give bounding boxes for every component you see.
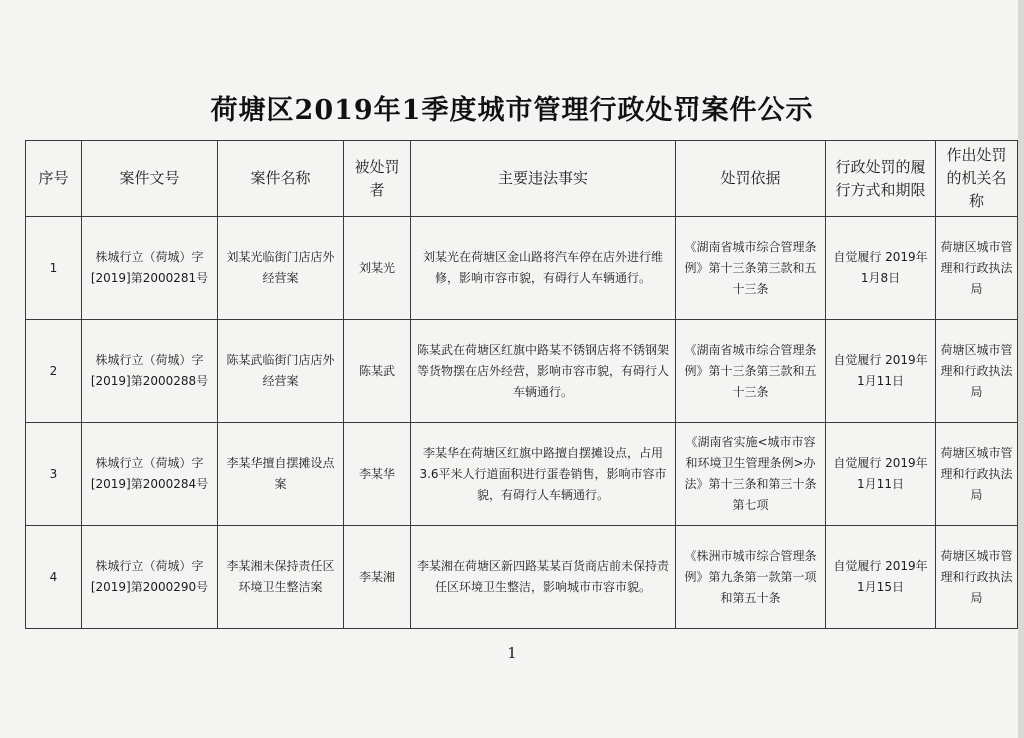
cell-method: 自觉履行 2019年1月15日 xyxy=(826,526,936,629)
cell-method: 自觉履行 2019年1月11日 xyxy=(826,423,936,526)
header-basis: 处罚依据 xyxy=(676,141,826,217)
page-number: 1 xyxy=(507,644,517,662)
cell-party: 李某湘 xyxy=(344,526,411,629)
header-seq: 序号 xyxy=(26,141,82,217)
cell-facts: 李某湘在荷塘区新四路某某百货商店前未保持责任区环境卫生整洁，影响城市市容市貌。 xyxy=(411,526,676,629)
cell-authority: 荷塘区城市管理和行政执法局 xyxy=(936,217,1018,320)
header-party: 被处罚者 xyxy=(344,141,411,217)
header-row xyxy=(26,141,1018,217)
cell-basis: 《湖南省实施<城市市容和环境卫生管理条例>办法》第十三条和第三十条第七项 xyxy=(676,423,826,526)
cell-seq: 3 xyxy=(26,423,82,526)
cell-authority: 荷塘区城市管理和行政执法局 xyxy=(936,526,1018,629)
cell-authority: 荷塘区城市管理和行政执法局 xyxy=(936,320,1018,423)
document-title: 荷塘区2019年1季度城市管理行政处罚案件公示 xyxy=(210,95,814,126)
cell-party: 李某华 xyxy=(344,423,411,526)
cell-doc-no: 株城行立（荷城）字[2019]第2000288号 xyxy=(82,320,218,423)
cell-seq: 2 xyxy=(26,320,82,423)
cell-doc-no: 株城行立（荷城）字[2019]第2000284号 xyxy=(82,423,218,526)
cell-basis: 《株洲市城市综合管理条例》第九条第一款第一项和第五十条 xyxy=(676,526,826,629)
cell-seq: 4 xyxy=(26,526,82,629)
cell-doc-no: 株城行立（荷城）字[2019]第2000290号 xyxy=(82,526,218,629)
cell-case-name: 李某华擅自摆摊设点案 xyxy=(218,423,344,526)
cell-case-name: 李某湘未保持责任区环境卫生整洁案 xyxy=(218,526,344,629)
table-row xyxy=(26,320,1018,423)
table-body xyxy=(26,217,1018,629)
header-case-name: 案件名称 xyxy=(218,141,344,217)
cell-basis: 《湖南省城市综合管理条例》第十三条第三款和五十三条 xyxy=(676,320,826,423)
cell-facts: 刘某光在荷塘区金山路将汽车停在店外进行维修，影响市容市貌，有碍行人车辆通行。 xyxy=(411,217,676,320)
penalty-table xyxy=(25,140,1018,629)
cell-doc-no: 株城行立（荷城）字[2019]第2000281号 xyxy=(82,217,218,320)
cell-case-name: 陈某武临街门店店外经营案 xyxy=(218,320,344,423)
header-method: 行政处罚的履行方式和期限 xyxy=(826,141,936,217)
cell-party: 刘某光 xyxy=(344,217,411,320)
cell-case-name: 刘某光临街门店店外经营案 xyxy=(218,217,344,320)
cell-seq: 1 xyxy=(26,217,82,320)
header-doc-no: 案件文号 xyxy=(82,141,218,217)
cell-facts: 李某华在荷塘区红旗中路擅自摆摊设点，占用3.6平米人行道面积进行蛋卷销售，影响市容市貌，有碍行人车辆通行。 xyxy=(411,423,676,526)
table-row xyxy=(26,423,1018,526)
table-row xyxy=(26,526,1018,629)
cell-method: 自觉履行 2019年1月11日 xyxy=(826,320,936,423)
cell-authority: 荷塘区城市管理和行政执法局 xyxy=(936,423,1018,526)
cell-party: 陈某武 xyxy=(344,320,411,423)
cell-facts: 陈某武在荷塘区红旗中路某不锈钢店将不锈钢架等货物摆在店外经营，影响市容市貌，有碍行人车辆通行。 xyxy=(411,320,676,423)
cell-method: 自觉履行 2019年1月8日 xyxy=(826,217,936,320)
header-authority: 作出处罚的机关名称 xyxy=(936,141,1018,217)
table-row xyxy=(26,217,1018,320)
table-header xyxy=(26,141,1018,217)
cell-basis: 《湖南省城市综合管理条例》第十三条第三款和五十三条 xyxy=(676,217,826,320)
header-facts: 主要违法事实 xyxy=(411,141,676,217)
